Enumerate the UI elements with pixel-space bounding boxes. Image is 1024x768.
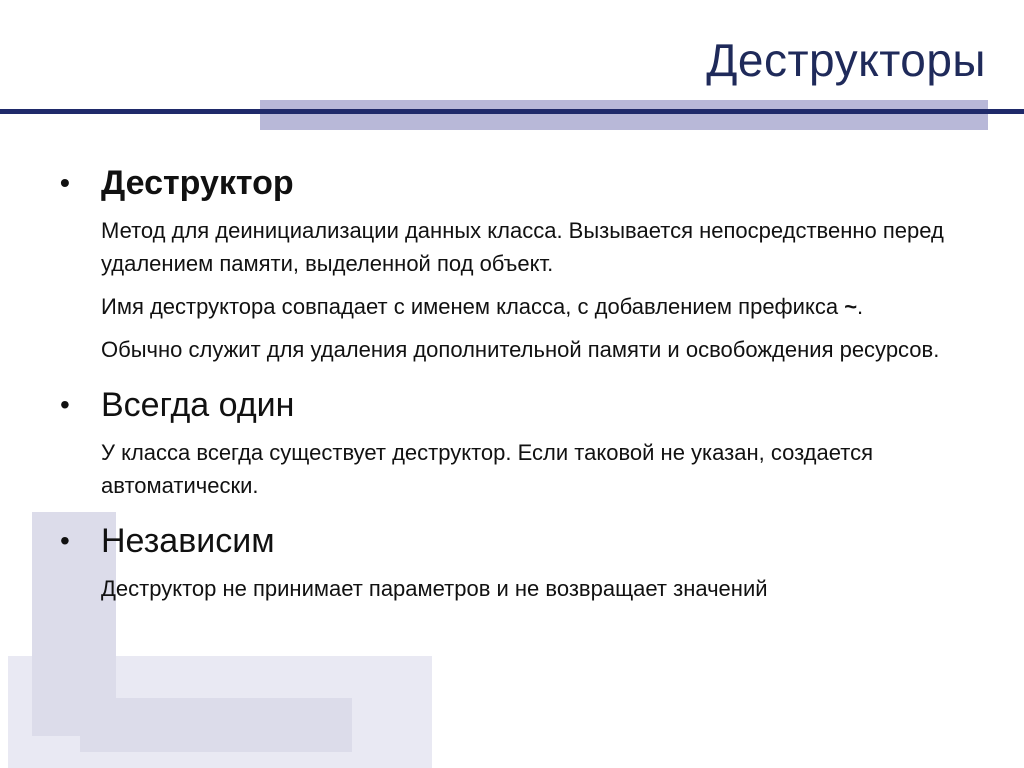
slide-content <box>60 160 970 605</box>
paragraph-with-prefix <box>60 290 970 323</box>
bullet-heading: Всегда один <box>101 386 295 424</box>
bullet-heading: Независим <box>101 522 275 560</box>
bullet-dot: • <box>60 167 70 198</box>
paragraph: У класса всегда существует деструктор. Если таковой не указан, создается автоматически. <box>101 440 873 498</box>
bullet-always-one <box>60 382 970 428</box>
paragraph: Метод для деинициализации данных класса. Вызывается непосредственно перед удалением памяти, выделенной под объект. <box>101 218 944 276</box>
bullet-dot: • <box>60 525 70 556</box>
paragraph: Обычно служит для удаления дополнительной памяти и освобождения ресурсов. <box>101 337 940 362</box>
decorative-block-inner <box>80 698 352 752</box>
title-underline-shadow <box>260 100 988 130</box>
paragraph-text: Имя деструктора совпадает с именем класса, с добавлением префикса <box>101 294 839 319</box>
slide-title: Деструкторы <box>706 34 986 86</box>
bullet-destructor <box>60 160 970 206</box>
bullet-heading: Деструктор <box>101 164 294 202</box>
bullet-independent <box>60 518 970 564</box>
paragraph: Деструктор не принимает параметров и не возвращает значений <box>101 576 768 601</box>
tilde-symbol: ~ <box>844 294 858 319</box>
title-underline <box>0 109 1024 114</box>
bullet-dot: • <box>60 389 70 420</box>
prefix-period: . <box>857 294 864 319</box>
